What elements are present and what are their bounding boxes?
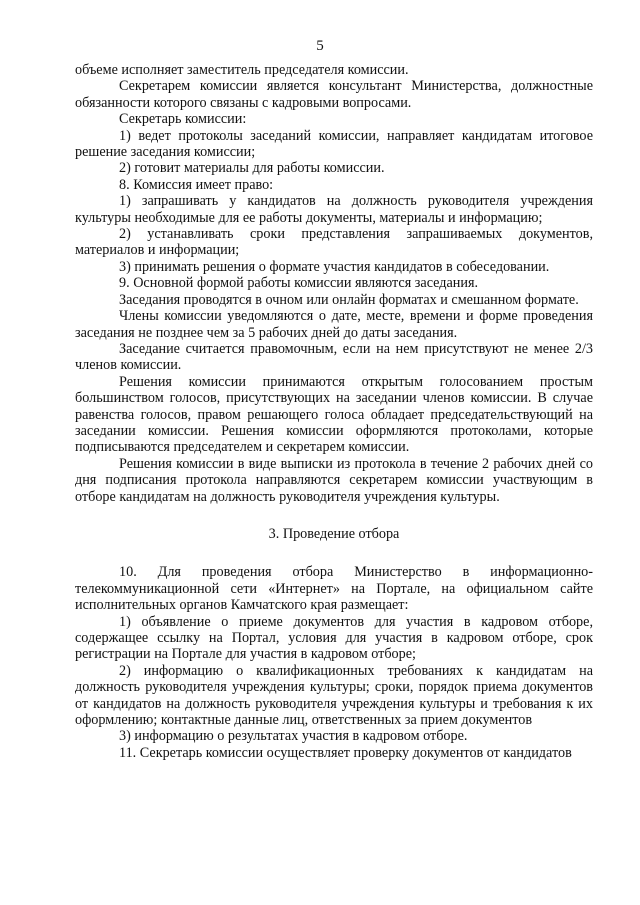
paragraph: Секретарь комиссии: bbox=[119, 111, 247, 128]
section-heading: 3. Проведение отбора bbox=[268, 525, 400, 542]
page-number: 5 bbox=[316, 38, 324, 54]
list-item: 2) готовит материалы для работы комиссии. bbox=[119, 160, 385, 177]
paragraph: Решения комиссии в виде выписки из протокола в течение 2 рабочих дней со дня подписания протокола направляются секретарем комиссии участвующим в отборе кандидатам на должность руководителя учреждения культуры. bbox=[75, 455, 593, 505]
list-item: 1) объявление о приеме документов для участия в кадровом отборе, содержащее ссылку на Портал, условия для участия в кадровом отборе, срок регистрации на Портале для участия в кадровом отборе; bbox=[75, 613, 593, 663]
list-item: 2) устанавливать сроки представления запрашиваемых документов, материалов и информации; bbox=[75, 226, 593, 259]
list-item: 8. Комиссия имеет право: bbox=[119, 176, 274, 193]
paragraph: Заседание считается правомочным, если на нем присутствуют не менее 2/3 членов комиссии. bbox=[75, 340, 593, 374]
paragraph: Секретарем комиссии является консультант Министерства, должностные обязанности которого связаны с кадровыми вопросами. bbox=[75, 78, 593, 111]
list-item: 1) запрашивать у кандидатов на должность руководителя учреждения культуры необходимые для ее работы документы, материалы и информацию; bbox=[75, 193, 593, 226]
document-body bbox=[75, 62, 593, 761]
list-item: 3) информацию о результатах участия в кадровом отборе. bbox=[119, 728, 468, 745]
paragraph: Члены комиссии уведомляются о дате, месте, времени и форме проведения заседания не позднее чем за 5 рабочих дней до даты заседания. bbox=[75, 308, 593, 341]
paragraph: 11. Секретарь комиссии осуществляет проверку документов от кандидатов bbox=[119, 744, 572, 761]
paragraph: 10. Для проведения отбора Министерство в информационно-телекоммуникационной сети «Интернет» на Портале, на официальном сайте исполнительных органов Камчатского края размещает: bbox=[75, 564, 593, 614]
list-item: 1) ведет протоколы заседаний комиссии, направляет кандидатам итоговое решение заседания комиссии; bbox=[75, 127, 593, 161]
list-item: 2) информацию о квалификационных требованиях к кандидатам на должность руководителя учреждения культуры; сроки, порядок приема документов от кандидатов на должность руководителя учреждения культуры и требования к их оформлению; контактные данные лиц, ответственных за прием документов bbox=[75, 662, 593, 729]
paragraph: Заседания проводятся в очном или онлайн форматах и смешанном формате. bbox=[119, 291, 579, 308]
paragraph: Решения комиссии принимаются открытым голосованием простым большинством голосов, присутствующих на заседании членов комиссии. В случае равенства голосов, правом решающего голоса обладает председательствующий на заседании комиссии. Решения комиссии оформляются протоколами, которые подписываются председателем и секретарем комиссии. bbox=[75, 373, 593, 456]
list-item: 3) принимать решения о формате участия кандидатов в собеседовании. bbox=[119, 258, 550, 275]
list-item: 9. Основной формой работы комиссии являются заседания. bbox=[119, 275, 479, 292]
paragraph: объеме исполняет заместитель председателя комиссии. bbox=[75, 62, 409, 78]
